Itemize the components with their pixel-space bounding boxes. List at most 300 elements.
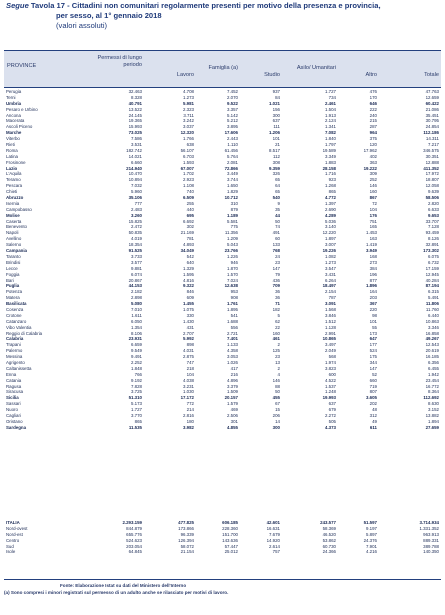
cell-provincia: Caserta (6, 218, 22, 224)
cell-permessi: 655.776 (126, 531, 142, 537)
cell-asilo: 1.273 (325, 259, 336, 265)
cell-totale: 12.945 (425, 271, 439, 277)
cell-lavoro: 21.154 (180, 549, 194, 555)
footer-note: (a) Sono compresi i minori registrati sul permesso di un adulto anche se rilasciato per motivi di lavoro. (4, 590, 229, 595)
cell-altro: 877 (369, 277, 377, 283)
cell-studio: 101 (272, 136, 280, 142)
cell-studio: 60 (275, 236, 280, 242)
cell-lavoro: 1.273 (183, 94, 194, 100)
cell-lavoro: 21.169 (180, 230, 194, 236)
cell-studio: 300 (272, 112, 280, 118)
cell-altro: 173 (369, 330, 377, 336)
cell-totale: 12.543 (425, 342, 439, 348)
cell-totale: 3.714.934 (419, 520, 439, 525)
cell-totale: 12.888 (425, 159, 439, 165)
cell-asilo: 1.268 (325, 183, 336, 189)
cell-famiglia: 1.688 (227, 318, 238, 324)
cell-famiglia: 9.522 (227, 100, 238, 106)
cell-permessi: 64.845 (128, 549, 142, 555)
cell-provincia: Sicilia (6, 395, 19, 401)
cell-totale: 30.351 (425, 153, 439, 159)
cell-altro: 402 (369, 153, 377, 159)
cell-provincia: Sud (6, 543, 14, 549)
cell-lavoro: 747 (186, 359, 194, 365)
cell-altro: 5.897 (366, 531, 377, 537)
cell-permessi: 50.835 (128, 230, 142, 236)
cell-asilo: 7.082 (325, 130, 336, 136)
cell-asilo: 10.865 (322, 336, 336, 342)
cell-provincia: Rieti (6, 142, 15, 148)
cell-provincia: Lecce (6, 265, 18, 271)
cell-permessi: 182.742 (126, 147, 142, 153)
cell-asilo: 1.248 (325, 389, 336, 395)
cell-asilo: 19.993 (322, 395, 336, 401)
cell-studio: 84 (275, 94, 280, 100)
cell-provincia: Oristano (6, 418, 23, 424)
cell-altro: 4.216 (366, 549, 377, 555)
cell-famiglia: 1.189 (227, 212, 238, 218)
cell-provincia: Siracusa (6, 389, 24, 395)
cell-studio: 146 (272, 377, 280, 383)
cell-permessi: 73.025 (128, 130, 142, 136)
cell-lavoro: 1.766 (183, 136, 194, 142)
cell-asilo: 679 (328, 407, 336, 413)
table-header (4, 51, 441, 88)
cell-totale: 47.763 (425, 89, 439, 94)
cell-totale: 6.356 (428, 359, 439, 365)
cell-famiglia: 7.401 (227, 336, 238, 342)
cell-permessi: 1.848 (131, 365, 142, 371)
cell-famiglia: 2.081 (227, 159, 238, 165)
cell-permessi: 3.725 (131, 389, 142, 395)
cell-altro: 222 (369, 106, 377, 112)
cell-totale: 12.058 (425, 183, 439, 189)
cell-asilo: 3.497 (325, 342, 336, 348)
cell-lavoro: 1.430 (183, 318, 194, 324)
cell-studio: 206 (272, 412, 280, 418)
cell-altro: 163 (369, 236, 377, 242)
cell-altro: 147 (369, 365, 377, 371)
cell-asilo: 1.883 (325, 159, 336, 165)
cell-lavoro: 255 (186, 200, 194, 206)
cell-permessi: 11.535 (128, 424, 142, 430)
cell-asilo: 1.974 (325, 359, 336, 365)
cell-lavoro: 34.049 (180, 248, 194, 254)
cell-asilo: 2.461 (325, 100, 336, 106)
cell-lavoro: 1.593 (183, 159, 194, 165)
cell-totale: 3.152 (428, 407, 439, 413)
cell-studio: 24 (275, 253, 280, 259)
cell-permessi: 3.531 (131, 142, 142, 148)
cell-lavoro: 218 (186, 365, 194, 371)
cell-totale: 6.075 (428, 253, 439, 259)
cell-studio: 50 (275, 218, 280, 224)
cell-asilo: 53.862 (322, 537, 336, 543)
cell-provincia: Nord-ovest (6, 525, 28, 531)
cell-altro: 165 (369, 224, 377, 230)
cell-lavoro: 846 (186, 289, 194, 295)
cell-altro: 647 (369, 336, 377, 342)
cell-lavoro: 12.320 (180, 130, 194, 136)
cell-asilo: 4.289 (325, 212, 336, 218)
cell-provincia: Matera (6, 295, 20, 301)
cell-studio: 125 (272, 348, 280, 354)
cell-provincia: Vibo Valentia (6, 324, 32, 330)
cell-famiglia: 3.895 (227, 124, 238, 130)
cell-permessi: 766 (134, 371, 142, 377)
cell-lavoro: 4.708 (183, 89, 194, 94)
cell-provincia: Nuoro (6, 407, 18, 413)
cell-lavoro: 330 (186, 312, 194, 318)
cell-permessi: 44.153 (128, 283, 142, 289)
cell-studio: 540 (272, 195, 280, 201)
cell-studio: 112 (273, 153, 280, 159)
cell-totale: 411.352 (423, 165, 439, 171)
cell-altro: 660 (369, 377, 377, 383)
cell-altro: 964 (369, 130, 377, 136)
cell-totale: 889.331 (423, 537, 439, 543)
cell-lavoro: 3.242 (183, 118, 194, 124)
cell-altro: 49 (372, 418, 377, 424)
cell-provincia: Centro (6, 537, 20, 543)
cell-altro: 240 (369, 112, 377, 118)
cell-permessi: 3.733 (131, 253, 142, 259)
cell-lavoro: 126.394 (178, 537, 194, 543)
cell-provincia: Ascoli Piceno (6, 124, 33, 130)
cell-altro: 104 (369, 206, 377, 212)
cell-famiglia: 5.764 (227, 153, 238, 159)
cell-totale: 7.217 (428, 142, 439, 148)
cell-altro: 287 (369, 124, 377, 130)
cell-provincia: Bari (6, 277, 14, 283)
header-studio: Studio (264, 72, 280, 78)
cell-asilo: 2.272 (325, 412, 336, 418)
cell-permessi: 5.080 (131, 301, 142, 307)
cell-famiglia: 4.896 (227, 377, 238, 383)
cell-provincia: Foggia (6, 271, 20, 277)
cell-totale: 18.807 (425, 177, 439, 183)
cell-studio: 79 (275, 271, 280, 277)
totals-row (4, 549, 441, 555)
cell-totale: 9.639 (428, 189, 439, 195)
cell-permessi: 2.182 (131, 289, 142, 295)
cell-altro: 170 (369, 94, 377, 100)
cell-famiglia: 556 (230, 324, 238, 330)
cell-studio: 14.920 (266, 537, 280, 543)
cell-totale: 8.126 (428, 236, 439, 242)
cell-studio: 44 (275, 212, 280, 218)
cell-totale: 1.942 (428, 371, 439, 377)
cell-permessi: 1.354 (131, 324, 142, 330)
cell-lavoro: 640 (186, 259, 194, 265)
title-line-3: (valori assoluti) (56, 21, 108, 30)
cell-totale: 13.882 (425, 412, 439, 418)
cell-totale: 8.364 (428, 389, 439, 395)
cell-provincia: Catanzaro (6, 318, 27, 324)
cell-totale: 963.913 (423, 531, 439, 537)
cell-lavoro: 4.031 (183, 348, 194, 354)
cell-asilo: 865 (328, 189, 336, 195)
cell-asilo: 2.124 (325, 118, 336, 124)
cell-altro: 177 (369, 342, 377, 348)
cell-lavoro: 772 (186, 401, 194, 407)
cell-lavoro: 1.030 (183, 389, 194, 395)
cell-famiglia: 3.357 (227, 106, 238, 112)
cell-asilo: 3.846 (325, 312, 336, 318)
cell-altro: 646 (369, 100, 377, 106)
cell-lavoro: 1.108 (183, 183, 194, 189)
cell-studio: 637 (272, 118, 280, 124)
cell-provincia: Lazio (6, 165, 18, 171)
cell-totale: 6.633 (428, 206, 439, 212)
cell-totale: 23.454 (425, 377, 439, 383)
cell-famiglia: 12.638 (224, 283, 238, 289)
cell-famiglia: 775 (230, 224, 238, 230)
cell-asilo: 4.772 (325, 195, 336, 201)
totals-table-body (4, 520, 441, 555)
cell-permessi: 18.354 (128, 242, 142, 248)
cell-totale: 87.194 (425, 283, 439, 289)
cell-studio: 2.614 (269, 543, 280, 549)
cell-asilo: 1.727 (325, 89, 336, 94)
cell-studio: 491 (272, 230, 280, 236)
cell-altro: 375 (369, 136, 377, 142)
cell-studio: 436 (272, 277, 280, 283)
cell-studio: 65 (275, 177, 280, 183)
cell-provincia: Trapani (6, 342, 21, 348)
cell-asilo: 58.369 (322, 525, 336, 531)
cell-asilo: 2.690 (325, 206, 336, 212)
cell-famiglia: 606.185 (222, 520, 238, 525)
cell-provincia: Umbria (6, 100, 22, 106)
cell-asilo: 1.341 (325, 124, 336, 130)
cell-famiglia: 1.133 (227, 342, 238, 348)
cell-provincia: Basilicata (6, 301, 27, 307)
cell-lavoro: 695 (186, 212, 194, 218)
cell-lavoro: 4.816 (183, 277, 194, 283)
cell-altro: 867 (369, 195, 377, 201)
cell-provincia: Campania (6, 248, 27, 254)
cell-altro: 176 (369, 212, 377, 218)
cell-lavoro: 638 (186, 142, 194, 148)
cell-provincia: Catania (6, 377, 22, 383)
cell-altro: 719 (369, 383, 377, 389)
cell-permessi: 15.993 (128, 124, 142, 130)
cell-totale: 16.858 (425, 330, 439, 336)
cell-studio: 461 (272, 336, 280, 342)
cell-totale: 2.820 (428, 200, 439, 206)
cell-permessi: 2.293.159 (122, 520, 142, 525)
cell-totale: 9.653 (428, 212, 439, 218)
cell-studio: 1.206 (269, 130, 280, 136)
cell-famiglia: 1.829 (227, 189, 238, 195)
cell-asilo: 1.568 (325, 306, 336, 312)
cell-studio: 133 (272, 242, 280, 248)
cell-asilo: 3.140 (325, 224, 336, 230)
cell-altro: 17.962 (363, 147, 377, 153)
cell-studio: 23 (275, 259, 280, 265)
cell-totale: 140.350 (423, 549, 439, 555)
cell-studio: 36 (275, 289, 280, 295)
cell-provincia: L'Aquila (6, 171, 22, 177)
cell-studio: 326 (272, 171, 280, 177)
cell-asilo: 568 (328, 354, 336, 360)
header-permessi: Permessi di lungo periodo (97, 55, 142, 68)
cell-lavoro: 6.692 (183, 218, 194, 224)
cell-famiglia: 417 (230, 365, 238, 371)
cell-studio: 147 (272, 265, 280, 271)
cell-famiglia: 1.209 (227, 236, 238, 242)
cell-lavoro: 5.981 (183, 100, 194, 106)
cell-lavoro: 1.075 (183, 306, 194, 312)
cell-altro: 476 (369, 89, 377, 94)
cell-lavoro: 104 (186, 371, 194, 377)
cell-provincia: Campobasso (6, 206, 32, 212)
cell-totale: 11.806 (425, 301, 439, 307)
cell-permessi: 9.192 (131, 377, 142, 383)
cell-asilo: 5.036 (325, 218, 336, 224)
cell-asilo: 3.823 (325, 365, 336, 371)
cell-permessi: 10.470 (128, 171, 142, 177)
cell-totale: 11.760 (425, 306, 439, 312)
cell-famiglia: 4.358 (227, 348, 238, 354)
cell-lavoro: 1.595 (183, 271, 194, 277)
cell-provincia: Abruzzo (6, 195, 24, 201)
cell-provincia: Molise (6, 212, 20, 218)
cell-permessi: 51.310 (128, 395, 142, 401)
province-table-body (4, 89, 441, 431)
cell-asilo: 1.913 (325, 112, 336, 118)
cell-provincia: Calabria (6, 336, 24, 342)
cell-provincia: Isernia (6, 200, 20, 206)
cell-provincia: Agrigento (6, 359, 25, 365)
cell-studio: 111 (273, 124, 280, 130)
cell-provincia: Viterbo (6, 136, 20, 142)
cell-asilo: 505 (328, 418, 336, 424)
cell-permessi: 3.260 (131, 212, 142, 218)
cell-lavoro: 5.992 (183, 336, 194, 342)
cell-famiglia: 151.700 (222, 531, 238, 537)
cell-permessi: 9.881 (131, 265, 142, 271)
cell-famiglia: 541 (230, 312, 238, 318)
cell-altro: 175 (369, 354, 377, 360)
cell-asilo: 243.577 (320, 520, 336, 525)
cell-studio: 14 (275, 418, 280, 424)
cell-studio: 300 (272, 424, 280, 430)
cell-lavoro: 2.707 (183, 330, 194, 336)
cell-asilo: 18.497 (322, 283, 336, 289)
cell-totale: 10.863 (425, 318, 439, 324)
cell-altro: 19.222 (363, 165, 377, 171)
cell-famiglia: 5.142 (227, 112, 238, 118)
cell-studio: 15 (275, 407, 280, 413)
cell-famiglia: 1.761 (227, 301, 238, 307)
cell-totale: 112.692 (423, 395, 439, 401)
cell-altro: 55 (372, 324, 377, 330)
cell-lavoro: 173.866 (178, 525, 194, 531)
page-title (6, 1, 381, 31)
cell-provincia: Potenza (6, 289, 23, 295)
cell-permessi: 91.525 (128, 248, 142, 254)
cell-famiglia: 20.157 (224, 395, 238, 401)
cell-famiglia: 1.570 (227, 271, 238, 277)
cell-permessi: 15.825 (128, 218, 142, 224)
cell-studio: 62 (275, 318, 280, 324)
cell-studio: 64 (275, 183, 280, 189)
cell-famiglia: 3.053 (227, 354, 238, 360)
cell-permessi: 7.586 (131, 136, 142, 142)
cell-studio: 160 (272, 330, 280, 336)
cell-studio: 35 (275, 206, 280, 212)
cell-provincia: Latina (6, 153, 18, 159)
cell-permessi: 35.106 (128, 195, 142, 201)
cell-totale: 58.506 (425, 195, 439, 201)
cell-permessi: 4.019 (131, 236, 142, 242)
cell-lavoro: 6.509 (183, 195, 194, 201)
cell-provincia: Isole (6, 549, 16, 555)
cell-studio: 88 (275, 383, 280, 389)
cell-studio: 67 (275, 401, 280, 407)
cell-lavoro: 2.923 (183, 177, 194, 183)
cell-studio: 50 (275, 389, 280, 395)
cell-asilo: 6.264 (325, 277, 336, 283)
cell-studio: 2 (277, 365, 280, 371)
cell-altro: 524 (369, 348, 377, 354)
cell-famiglia: 301 (230, 418, 238, 424)
cell-altro: 611 (369, 424, 377, 430)
cell-famiglia: 3.744 (227, 177, 238, 183)
cell-asilo: 3.547 (325, 265, 336, 271)
cell-famiglia: 4.855 (227, 424, 238, 430)
header-altro: Altro (365, 72, 377, 78)
cell-permessi: 2.898 (131, 295, 142, 301)
cell-studio: 308 (272, 159, 280, 165)
cell-permessi: 844.879 (126, 525, 142, 531)
cell-famiglia: 7.024 (227, 277, 238, 283)
cell-permessi: 1.727 (131, 407, 142, 413)
cell-lavoro: 740 (186, 189, 194, 195)
header-asilo: Asilo/ Umanitari (296, 65, 336, 71)
cell-studio: 2 (277, 342, 280, 348)
cell-permessi: 7.032 (131, 183, 142, 189)
cell-famiglia: 908 (230, 295, 238, 301)
cell-altro: 312 (369, 412, 377, 418)
cell-altro: 202 (369, 401, 377, 407)
cell-asilo: 3.007 (325, 242, 336, 248)
cell-permessi: 865 (134, 418, 142, 424)
cell-provincia: Chieti (6, 189, 18, 195)
cell-asilo: 637 (328, 401, 336, 407)
cell-totale: 20.619 (425, 348, 439, 354)
cell-totale: 49.267 (425, 336, 439, 342)
cell-famiglia: 57.447 (224, 543, 238, 549)
cell-provincia: Ancona (6, 112, 21, 118)
header-provincia: PROVINCE (7, 63, 37, 69)
cell-asilo: 46.520 (322, 531, 336, 537)
cell-studio: 8.517 (269, 147, 280, 153)
cell-studio: 74 (275, 224, 280, 230)
table-row (4, 425, 441, 431)
cell-lavoro: 9.322 (183, 283, 194, 289)
cell-lavoro: 1.455 (183, 301, 194, 307)
cell-asilo: 1.397 (325, 200, 336, 206)
cell-totale: 6.732 (428, 259, 439, 265)
cell-asilo: 923 (328, 177, 336, 183)
cell-studio: 71 (275, 301, 280, 307)
cell-asilo: 4.373 (325, 424, 336, 430)
cell-provincia: Messina (6, 354, 23, 360)
cell-permessi: 5.960 (131, 189, 142, 195)
